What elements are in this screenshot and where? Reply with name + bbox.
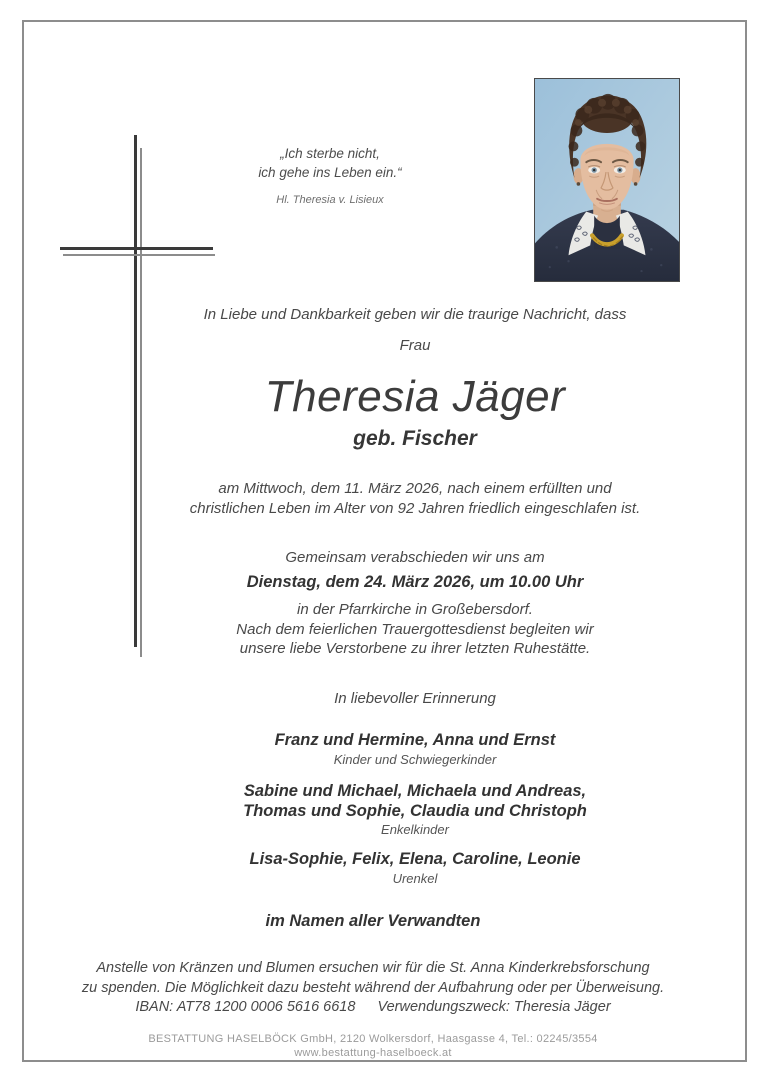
deceased-name: Theresia Jäger [264, 372, 566, 421]
funeral-datetime: Dienstag, dem 24. März 2026, um 10.00 Uhr [246, 573, 584, 591]
family-group-1-names: Franz und Hermine, Anna und Ernst [274, 731, 556, 749]
quote-attribution: Hl. Theresia v. Lisieux [276, 194, 384, 206]
donation-notice [43, 959, 703, 1018]
donation-line-1: Anstelle von Kränzen und Blumen ersuchen wir für die St. Anna Kinderkrebsforschung [96, 960, 650, 976]
salutation: Frau [399, 337, 431, 354]
portrait-image [535, 79, 679, 281]
cross-horizontal-light-line [63, 254, 215, 256]
family-group-2-names-line-1: Sabine und Michael, Michaela und Andreas, [243, 782, 587, 800]
funeral-location: in der Pfarrkirche in Großebersdorf. [297, 601, 533, 618]
family-group-3-names: Lisa-Sophie, Felix, Elena, Caroline, Leonie [249, 850, 581, 868]
family-group-2-names [85, 781, 745, 821]
remembrance-title: In liebevoller Erinnerung [334, 690, 496, 707]
family-group-2-relation: Enkelkinder [381, 822, 449, 837]
funeral-home-website: www.bestattung-haselboeck.at [294, 1047, 452, 1059]
donation-line-2: zu spenden. Die Möglichkeit dazu besteht während der Aufbahrung oder per Überweisung. [81, 979, 665, 996]
donation-iban: IBAN: AT78 1200 0006 5616 6618 [135, 999, 356, 1015]
funeral-home-footer [43, 1032, 703, 1060]
death-notice-line-1: am Mittwoch, dem 11. März 2026, nach einem erfüllten und [218, 480, 612, 497]
donation-purpose: Verwendungszweck: Theresia Jäger [377, 999, 611, 1015]
funeral-details [85, 600, 745, 659]
procession-line-1: Nach dem feierlichen Trauergottesdienst begleiten wir [236, 620, 594, 638]
closing-line: im Namen aller Verwandten [265, 912, 481, 930]
maiden-name: geb. Fischer [353, 427, 477, 450]
cross-horizontal-dark-line [60, 247, 213, 250]
farewell-intro: Gemeinsam verabschieden wir uns am [285, 549, 545, 566]
death-notice [85, 479, 745, 519]
funeral-home-info: BESTATTUNG HASELBÖCK GmbH, 2120 Wolkersdorf, Haasgasse 4, Tel.: 02245/3554 [148, 1033, 598, 1045]
quote-line-1: „Ich sterbe nicht, [280, 146, 380, 161]
family-group-3-relation: Urenkel [392, 871, 438, 886]
procession-line-2: unsere liebe Verstorbene zu ihrer letzten Ruhestätte. [239, 640, 591, 657]
quote-line-2: ich gehe ins Leben ein.“ [258, 165, 402, 180]
family-group-1-relation: Kinder und Schwiegerkinder [333, 752, 497, 767]
family-group-2-names-line-2: Thomas und Sophie, Claudia und Christoph [243, 802, 587, 820]
donation-bank-line [43, 998, 703, 1018]
death-notice-line-2: christlichen Leben im Alter von 92 Jahren friedlich eingeschlafen ist. [189, 500, 641, 517]
announcement-intro: In Liebe und Dankbarkeit geben wir die traurige Nachricht, dass [203, 306, 627, 323]
memorial-quote [210, 144, 450, 210]
portrait-photo [534, 78, 680, 282]
